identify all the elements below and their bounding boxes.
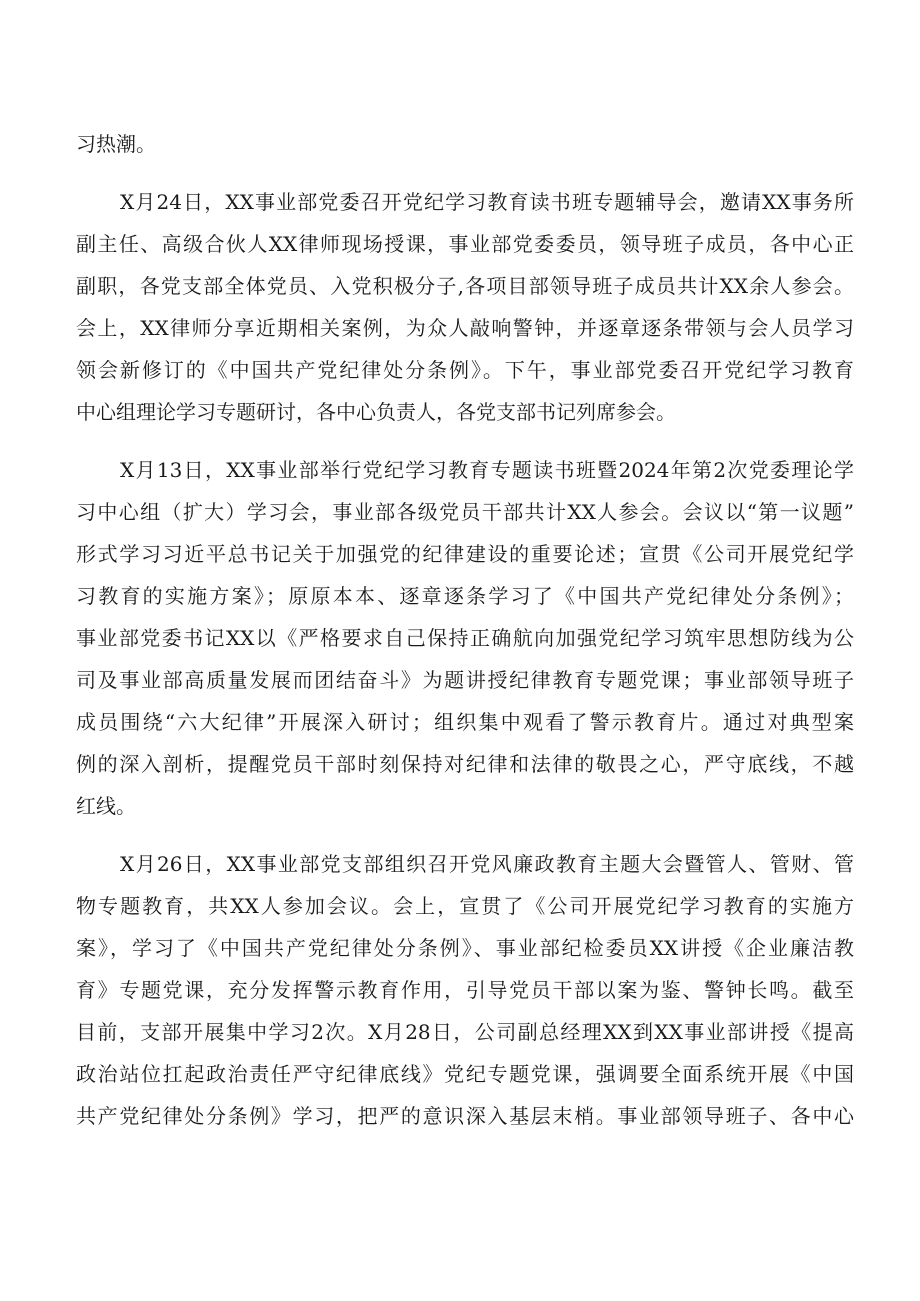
paragraph-3-line-4: 习教育的实施方案》；原原本本、逐章逐条学习了《中国共产党纪律处分条例》；	[76, 584, 854, 608]
paragraph-2-line-6: 中心组理论学习专题研讨，各中心负责人，各党支部书记列席参会。	[76, 400, 676, 424]
paragraph-3-line-1: X月13日，XX事业部举行党纪学习教育专题读书班暨2024年第2次党委理论学	[120, 458, 854, 482]
paragraph-2-line-4: 会上，XX律师分享近期相关案例，为众人敲响警钟，并逐章逐条带领与会人员学习	[76, 316, 854, 340]
paragraph-3-line-8: 例的深入剖析，提醒党员干部时刻保持对纪律和法律的敬畏之心，严守底线，不越	[76, 752, 854, 776]
paragraph-2-line-3: 副职，各党支部全体党员、入党积极分子,各项目部领导班子成员共计XX余人参会。	[76, 274, 854, 298]
paragraph-1-line-1: 习热潮。	[76, 132, 156, 156]
paragraph-4-line-1: X月26日，XX事业部党支部组织召开党风廉政教育主题大会暨管人、管财、管	[120, 852, 854, 876]
paragraph-3-line-3: 形式学习习近平总书记关于加强党的纪律建设的重要论述；宣贯《公司开展党纪学	[76, 542, 854, 566]
paragraph-2-line-1: X月24日，XX事业部党委召开党纪学习教育读书班专题辅导会，邀请XX事务所	[120, 190, 854, 214]
paragraph-3-line-6: 司及事业部高质量发展而团结奋斗》为题讲授纪律教育专题党课；事业部领导班子	[76, 668, 854, 692]
paragraph-4-line-2: 物专题教育，共XX人参加会议。会上，宣贯了《公司开展党纪学习教育的实施方	[76, 894, 854, 918]
paragraph-4-line-5: 目前，支部开展集中学习2次。X月28日，公司副总经理XX到XX事业部讲授《提高	[76, 1020, 854, 1044]
paragraph-3-line-7: 成员围绕“六大纪律”开展深入研讨；组织集中观看了警示教育片。通过对典型案	[76, 710, 854, 734]
paragraph-4-line-7: 共产党纪律处分条例》学习，把严的意识深入基层末梢。事业部领导班子、各中心	[76, 1104, 854, 1128]
paragraph-3-line-5: 事业部党委书记XX以《严格要求自己保持正确航向加强党纪学习筑牢思想防线为公	[76, 626, 854, 650]
paragraph-2-line-2: 副主任、高级合伙人XX律师现场授课，事业部党委委员，领导班子成员，各中心正	[76, 232, 854, 256]
paragraph-3-line-9: 红线。	[76, 794, 136, 818]
paragraph-4-line-6: 政治站位扛起政治责任严守纪律底线》党纪专题党课，强调要全面系统开展《中国	[76, 1062, 854, 1086]
paragraph-3-line-2: 习中心组（扩大）学习会，事业部各级党员干部共计XX人参会。会议以“第一议题”	[76, 500, 854, 524]
paragraph-4-line-4: 育》专题党课，充分发挥警示教育作用，引导党员干部以案为鉴、警钟长鸣。截至	[76, 978, 854, 1002]
paragraph-4-line-3: 案》，学习了《中国共产党纪律处分条例》、事业部纪检委员XX讲授《企业廉洁教	[76, 936, 854, 960]
paragraph-2-line-5: 领会新修订的《中国共产党纪律处分条例》。下午，事业部党委召开党纪学习教育	[76, 358, 854, 382]
